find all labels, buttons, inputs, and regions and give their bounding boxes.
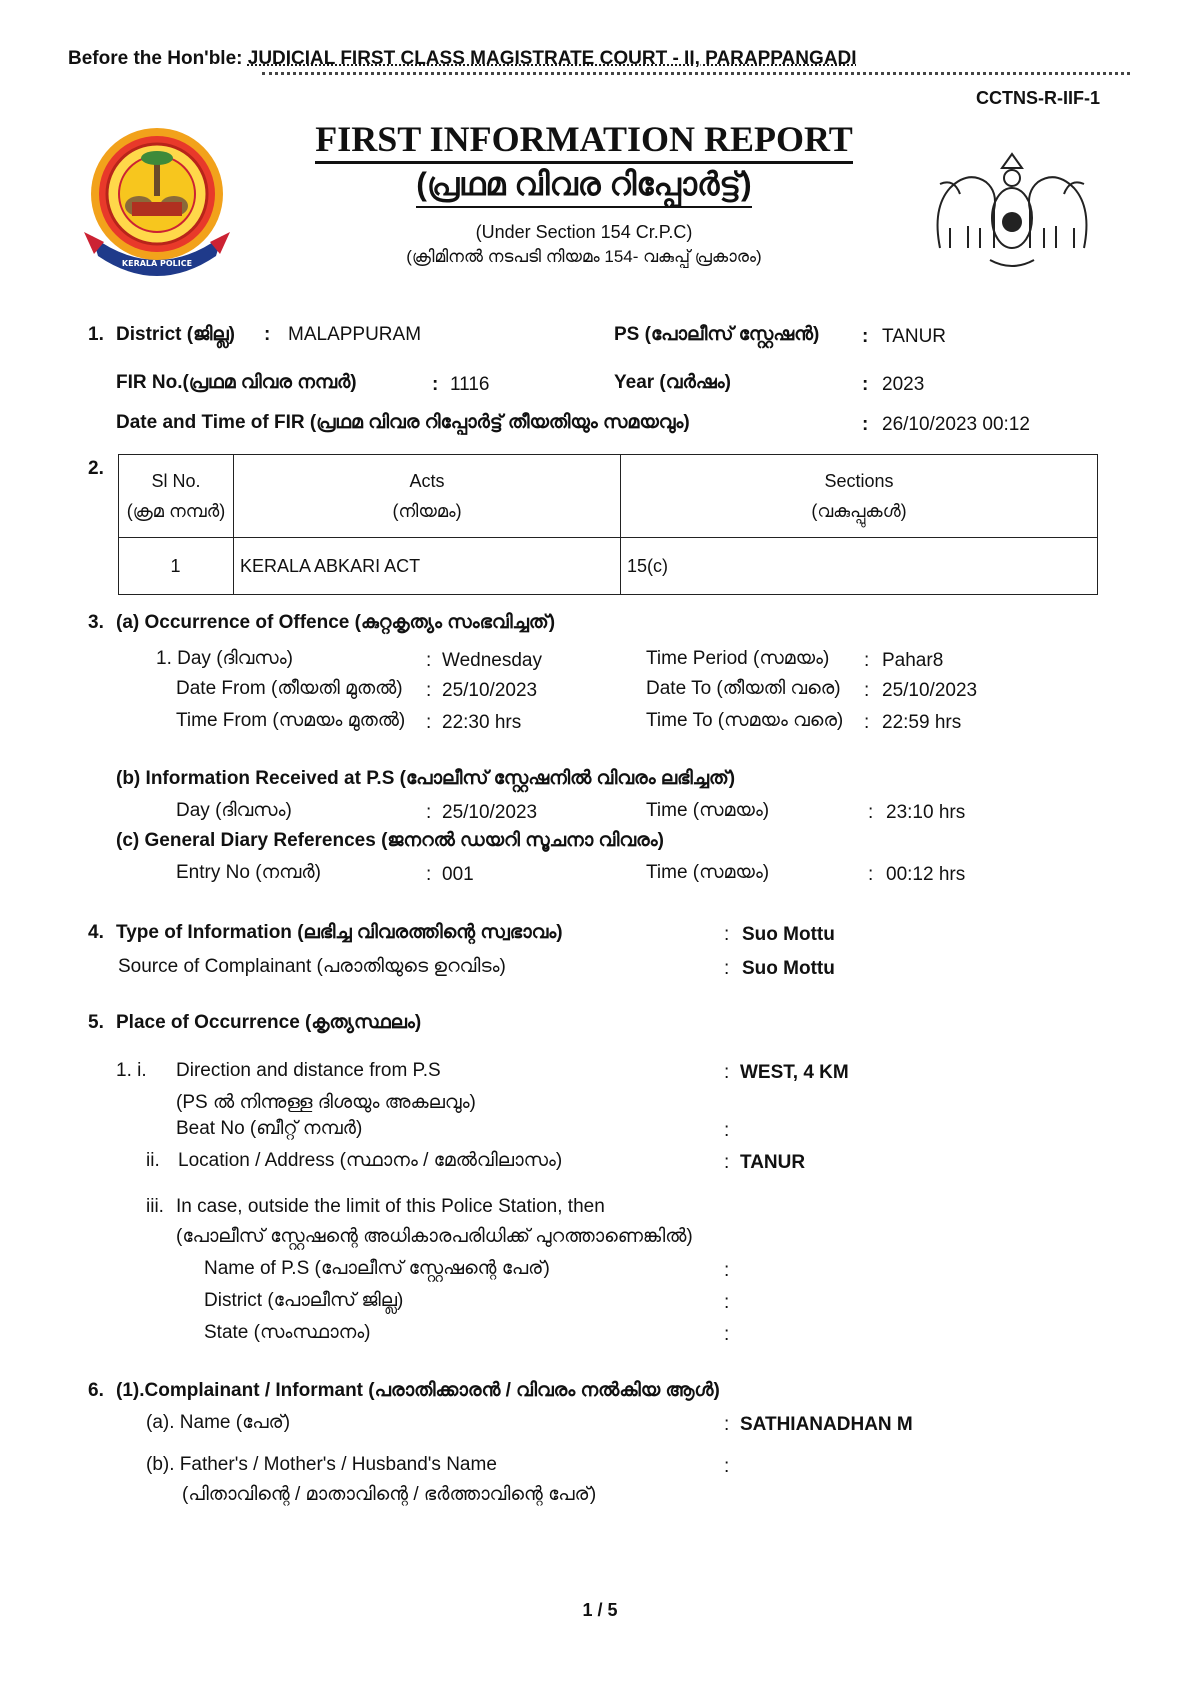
period-colon: :: [864, 650, 870, 671]
fir-datetime-value: 26/10/2023 00:12: [882, 414, 1030, 435]
s2-num: 2.: [88, 458, 104, 479]
received-title: (b) Information Received at P.S (പോലീസ് സ്റ്റേഷനിൽ വിവരം ലഭിച്ചത്): [116, 768, 736, 789]
ps-label: PS (പോലീസ് സ്റ്റേഷൻ): [614, 324, 820, 345]
outside-label-ml: (പോലീസ് സ്റ്റേഷന്റെ അധികാരപരിധിക്ക് പുറത്താണെങ്കിൽ): [176, 1226, 693, 1247]
received-time-label: Time (സമയം): [646, 800, 770, 821]
under-section-ml: (ക്രിമിനൽ നടപടി നിയമം 154- വകുപ്പ് പ്രകാരം): [406, 247, 762, 266]
period-label: Time Period (സമയം): [646, 648, 830, 669]
received-day-colon: :: [426, 802, 432, 823]
datefrom-value: 25/10/2023: [442, 680, 538, 701]
gd-time-label: Time (സമയം): [646, 862, 770, 883]
s1-num: 1.: [88, 324, 104, 345]
direction-label-ml: (PS ൽ നിന്നുള്ള ദിശയും അകലവും): [176, 1092, 476, 1113]
item-i-num: 1. i.: [116, 1060, 147, 1081]
father-colon: :: [724, 1456, 730, 1477]
info-type-colon: :: [724, 924, 730, 945]
dateto-label: Date To (തീയതി വരെ): [646, 678, 841, 699]
received-time-value: 23:10 hrs: [886, 802, 966, 823]
district-label: District (ജില്ല): [116, 324, 235, 345]
header-sections: Sections (വകുപ്പുകൾ): [621, 455, 1098, 538]
timefrom-colon: :: [426, 712, 432, 733]
source-value: Suo Mottu: [742, 958, 835, 979]
location-value: TANUR: [740, 1152, 806, 1173]
fir-label: FIR No.(പ്രഥമ വിവര നമ്പർ): [116, 372, 357, 393]
complainant-title: (1).Complainant / Informant (പരാതിക്കാരൻ / വിവരം നൽകിയ ആൾ): [116, 1380, 720, 1401]
timefrom-value: 22:30 hrs: [442, 712, 522, 733]
period-value: Pahar8: [882, 650, 944, 671]
outside-district-label: District (പോലീസ് ജില്ല): [204, 1290, 404, 1311]
direction-label: Direction and distance from P.S: [176, 1060, 441, 1081]
source-colon: :: [724, 958, 730, 979]
beat-colon: :: [724, 1120, 730, 1141]
fir-datetime-label: Date and Time of FIR (പ്രഥമ വിവര റിപ്പോർട്ട് തീയതിയും സമയവും): [116, 412, 690, 433]
info-type-value: Suo Mottu: [742, 924, 835, 945]
father-label-ml: (പിതാവിന്റെ / മാതാവിന്റെ / ഭർത്താവിന്റെ പേര്): [182, 1484, 597, 1505]
year-value: 2023: [882, 374, 925, 395]
year-label: Year (വർഷം): [614, 372, 731, 393]
s4-num: 4.: [88, 922, 104, 943]
gd-entry-value: 001: [442, 864, 474, 885]
row-section: 15(c): [621, 538, 1098, 595]
row-act: KERALA ABKARI ACT: [234, 538, 621, 595]
acts-table: [118, 454, 1098, 595]
court-name: JUDICIAL FIRST CLASS MAGISTRATE COURT - II, PARAPPANGADI: [247, 48, 857, 69]
gd-entry-colon: :: [426, 864, 432, 885]
outside-district-colon: :: [724, 1292, 730, 1313]
item-ii-num: ii.: [146, 1150, 160, 1171]
fir-colon: :: [432, 374, 439, 395]
outside-ps-colon: :: [724, 1260, 730, 1281]
form-code: CCTNS-R-IIF-1: [976, 88, 1100, 108]
received-day-label: Day (ദിവസം): [176, 800, 292, 821]
dateto-colon: :: [864, 680, 870, 701]
day-label: 1. Day (ദിവസം): [156, 648, 293, 669]
beat-label: Beat No (ബീറ്റ് നമ്പർ): [176, 1118, 363, 1139]
direction-colon: :: [724, 1062, 730, 1083]
outside-label: In case, outside the limit of this Police Station, then: [176, 1196, 605, 1217]
timeto-value: 22:59 hrs: [882, 712, 962, 733]
name-label: (a). Name (പേര്): [146, 1412, 291, 1433]
info-type-label: Type of Information (ലഭിച്ച വിവരത്തിന്റെ സ്വഭാവം): [116, 922, 563, 943]
gd-entry-label: Entry No (നമ്പർ): [176, 862, 321, 883]
district-value: MALAPPURAM: [288, 324, 422, 345]
header-acts: Acts (നിയമം): [234, 455, 621, 538]
under-section: (Under Section 154 Cr.P.C): [475, 222, 693, 242]
received-day-value: 25/10/2023: [442, 802, 538, 823]
row-slno: 1: [119, 538, 234, 595]
ps-value: TANUR: [882, 326, 947, 347]
s5-num: 5.: [88, 1012, 104, 1033]
fir-datetime-colon: :: [862, 414, 869, 435]
source-label: Source of Complainant (പരാതിയുടെ ഉറവിടം): [118, 956, 506, 977]
dateto-value: 25/10/2023: [882, 680, 978, 701]
outside-state-label: State (സംസ്ഥാനം): [204, 1322, 371, 1343]
timeto-label: Time To (സമയം വരെ): [646, 710, 844, 731]
timeto-colon: :: [864, 712, 870, 733]
outside-state-colon: :: [724, 1324, 730, 1345]
occurrence-title: (a) Occurrence of Offence (കുറ്റകൃത്യം സംഭവിച്ചത്): [116, 612, 556, 633]
s3-num: 3.: [88, 612, 104, 633]
table-row: [119, 538, 1098, 595]
father-label: (b). Father's / Mother's / Husband's Name: [146, 1454, 497, 1475]
timefrom-label: Time From (സമയം മുതൽ): [176, 710, 406, 731]
place-title: Place of Occurrence (കൃത്യസ്ഥലം): [116, 1012, 422, 1033]
ps-colon: :: [862, 326, 869, 347]
emblem-text: KERALA POLICE: [121, 259, 193, 268]
s6-num: 6.: [88, 1380, 104, 1401]
gd-title: (c) General Diary References (ജനറൽ ഡയറി സൂചനാ വിവരം): [116, 830, 664, 851]
fir-value: 1116: [450, 374, 490, 395]
received-time-colon: :: [868, 802, 874, 823]
page-number: 1 / 5: [582, 1600, 618, 1620]
location-label: Location / Address (സ്ഥാനം / മേൽവിലാസം): [178, 1150, 563, 1171]
day-value: Wednesday: [442, 650, 542, 671]
item-iii-num: iii.: [146, 1196, 164, 1217]
gd-time-value: 00:12 hrs: [886, 864, 966, 885]
direction-value: WEST, 4 KM: [740, 1062, 849, 1083]
report-title-ml: (പ്രഥമ വിവര റിപ്പോർട്ട്): [0, 166, 1168, 204]
district-colon: :: [264, 324, 271, 345]
court-dotted-line: [262, 72, 1130, 75]
year-colon: :: [862, 374, 869, 395]
location-colon: :: [724, 1152, 730, 1173]
datefrom-colon: :: [426, 680, 432, 701]
report-title: FIRST INFORMATION REPORT: [0, 118, 1168, 160]
court-prefix: Before the Hon'ble:: [68, 48, 243, 69]
court-line: [68, 48, 856, 70]
gd-time-colon: :: [868, 864, 874, 885]
header-slno: Sl No. (ക്രമ നമ്പർ): [119, 455, 234, 538]
outside-ps-name-label: Name of P.S (പോലീസ് സ്റ്റേഷന്റെ പേര്): [204, 1258, 550, 1279]
day-colon: :: [426, 650, 432, 671]
name-value: SATHIANADHAN M: [740, 1414, 913, 1435]
datefrom-label: Date From (തീയതി മുതൽ): [176, 678, 403, 699]
name-colon: :: [724, 1414, 730, 1435]
